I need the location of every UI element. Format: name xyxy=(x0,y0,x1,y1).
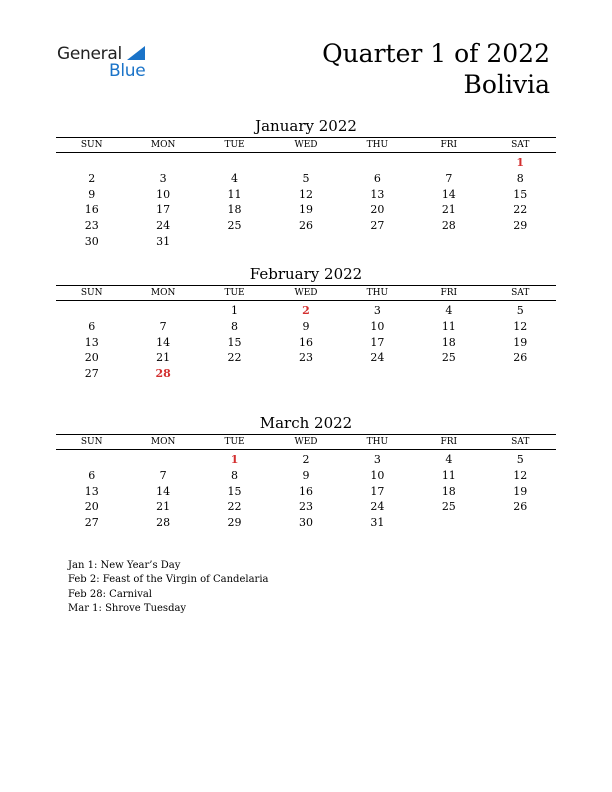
day-cell: 14 xyxy=(156,335,171,349)
logo-general-text: General xyxy=(57,44,122,64)
week-row xyxy=(56,366,556,382)
weekday-header xyxy=(56,285,556,301)
day-cell: 4 xyxy=(445,453,453,466)
month-grid xyxy=(56,155,556,250)
day-cell: 10 xyxy=(370,319,385,333)
day-cell: 28 xyxy=(156,516,171,530)
holiday-note: Feb 2: Feast of the Virgin of Candelaria xyxy=(68,574,269,586)
weekday-label: SAT xyxy=(511,437,530,447)
day-cell: 14 xyxy=(156,484,171,498)
weekday-label: MON xyxy=(150,140,176,150)
week-row xyxy=(56,187,556,203)
day-cell: 5 xyxy=(302,171,310,185)
day-cell: 4 xyxy=(231,171,239,185)
day-cell: 21 xyxy=(156,500,171,514)
day-cell: 19 xyxy=(298,203,313,217)
weekday-label: WED xyxy=(294,140,318,150)
day-cell: 12 xyxy=(298,187,313,201)
day-cell: 16 xyxy=(84,203,99,217)
day-cell: 14 xyxy=(441,187,456,201)
day-cell: 20 xyxy=(84,351,99,365)
weekday-label: WED xyxy=(294,288,318,298)
week-row xyxy=(56,155,556,171)
weekday-label: THU xyxy=(366,288,389,298)
day-cell: 23 xyxy=(298,351,313,365)
day-cell: 27 xyxy=(370,219,385,233)
logo-blue-text: Blue xyxy=(109,61,146,81)
weekday-label: TUE xyxy=(224,437,245,447)
holiday-day-cell: 28 xyxy=(155,367,171,381)
week-row xyxy=(56,335,556,351)
week-row xyxy=(56,319,556,335)
day-cell: 22 xyxy=(513,203,528,217)
day-cell xyxy=(56,155,127,171)
day-cell: 8 xyxy=(231,468,239,482)
generalblue-logo xyxy=(57,44,157,80)
day-cell: 11 xyxy=(441,468,456,482)
day-cell xyxy=(270,234,341,250)
day-cell: 18 xyxy=(227,203,242,217)
holiday-note: Jan 1: New Year’s Day xyxy=(68,560,181,571)
weekday-header xyxy=(56,434,556,450)
day-cell: 18 xyxy=(441,335,456,349)
day-cell: 10 xyxy=(370,468,385,482)
day-cell: 7 xyxy=(159,319,167,333)
weekday-label: SAT xyxy=(511,140,530,150)
day-cell: 6 xyxy=(88,468,96,482)
day-cell: 13 xyxy=(370,187,385,201)
day-cell: 6 xyxy=(88,319,96,333)
day-cell xyxy=(342,155,413,171)
weekday-label: TUE xyxy=(224,140,245,150)
weekday-label: TUE xyxy=(224,288,245,298)
weekday-label: FRI xyxy=(440,288,458,298)
page-title xyxy=(322,38,550,100)
day-cell: 7 xyxy=(445,171,453,185)
week-row xyxy=(56,171,556,187)
day-cell: 24 xyxy=(370,500,385,514)
day-cell xyxy=(413,515,484,531)
holiday-day-cell: 2 xyxy=(302,304,310,317)
day-cell: 28 xyxy=(441,219,456,233)
day-cell: 25 xyxy=(441,351,456,365)
day-cell xyxy=(127,155,198,171)
week-row xyxy=(56,234,556,250)
day-cell: 7 xyxy=(159,468,167,482)
week-row xyxy=(56,218,556,234)
day-cell: 8 xyxy=(516,171,524,185)
day-cell: 30 xyxy=(84,234,99,248)
week-row xyxy=(56,202,556,218)
day-cell: 23 xyxy=(298,500,313,514)
day-cell: 24 xyxy=(156,219,171,233)
day-cell xyxy=(199,234,270,250)
weekday-label: FRI xyxy=(440,437,458,447)
week-row xyxy=(56,303,556,319)
day-cell: 26 xyxy=(298,219,313,233)
holiday-note: Feb 28: Carnival xyxy=(68,588,153,600)
day-cell: 1 xyxy=(231,304,239,317)
week-row xyxy=(56,468,556,484)
week-row xyxy=(56,499,556,515)
day-cell: 9 xyxy=(88,187,96,201)
day-cell: 8 xyxy=(231,319,239,333)
month-title: January 2022 xyxy=(255,117,357,135)
day-cell: 24 xyxy=(370,351,385,365)
weekday-label: SUN xyxy=(80,288,103,298)
day-cell: 26 xyxy=(513,500,528,514)
day-cell: 27 xyxy=(84,516,99,530)
week-row xyxy=(56,484,556,500)
month-february xyxy=(56,264,556,382)
day-cell: 11 xyxy=(441,319,456,333)
day-cell: 31 xyxy=(156,234,171,248)
day-cell: 3 xyxy=(373,453,381,466)
day-cell: 15 xyxy=(227,484,242,498)
title-country: Bolivia xyxy=(463,70,550,99)
holiday-notes xyxy=(68,559,268,616)
day-cell: 3 xyxy=(373,304,381,317)
week-row xyxy=(56,452,556,468)
day-cell: 30 xyxy=(298,516,313,530)
day-cell: 2 xyxy=(88,171,96,185)
weekday-label: SUN xyxy=(80,140,103,150)
day-cell: 22 xyxy=(227,500,242,514)
day-cell: 19 xyxy=(513,335,528,349)
day-cell: 21 xyxy=(441,203,456,217)
day-cell xyxy=(485,366,556,382)
day-cell: 16 xyxy=(298,484,313,498)
day-cell: 3 xyxy=(159,171,167,185)
day-cell: 5 xyxy=(516,453,524,466)
month-january xyxy=(56,116,556,250)
weekday-label: THU xyxy=(366,437,389,447)
month-grid xyxy=(56,303,556,382)
day-cell: 25 xyxy=(441,500,456,514)
day-cell: 6 xyxy=(373,171,381,185)
day-cell xyxy=(270,366,341,382)
day-cell: 26 xyxy=(513,351,528,365)
day-cell: 20 xyxy=(370,203,385,217)
day-cell: 12 xyxy=(513,468,528,482)
day-cell: 29 xyxy=(513,219,528,233)
day-cell xyxy=(199,155,270,171)
day-cell: 12 xyxy=(513,319,528,333)
day-cell xyxy=(199,366,270,382)
holiday-day-cell: 1 xyxy=(230,453,239,466)
day-cell: 17 xyxy=(370,335,385,349)
day-cell: 15 xyxy=(513,187,528,201)
day-cell xyxy=(485,234,556,250)
day-cell: 17 xyxy=(370,484,385,498)
month-grid xyxy=(56,452,556,531)
weekday-label: SAT xyxy=(511,288,530,298)
month-title: March 2022 xyxy=(259,414,353,432)
day-cell: 22 xyxy=(227,351,242,365)
day-cell xyxy=(56,303,127,319)
day-cell: 25 xyxy=(227,219,242,233)
month-march xyxy=(56,413,556,531)
weekday-header xyxy=(56,137,556,153)
day-cell: 19 xyxy=(513,484,528,498)
day-cell: 2 xyxy=(302,453,310,466)
day-cell: 21 xyxy=(156,351,171,365)
day-cell: 27 xyxy=(84,367,99,381)
weekday-label: MON xyxy=(150,437,176,447)
day-cell xyxy=(413,234,484,250)
day-cell: 9 xyxy=(302,319,310,333)
day-cell xyxy=(413,366,484,382)
day-cell: 10 xyxy=(156,187,171,201)
holiday-day-cell: 1 xyxy=(516,156,525,169)
weekday-label: MON xyxy=(150,288,176,298)
month-title: February 2022 xyxy=(249,265,363,283)
day-cell: 16 xyxy=(298,335,313,349)
day-cell xyxy=(270,155,341,171)
day-cell xyxy=(413,155,484,171)
day-cell: 23 xyxy=(84,219,99,233)
day-cell xyxy=(485,515,556,531)
weekday-label: SUN xyxy=(80,437,103,447)
day-cell xyxy=(342,234,413,250)
day-cell: 29 xyxy=(227,516,242,530)
day-cell xyxy=(127,452,198,468)
day-cell xyxy=(56,452,127,468)
day-cell: 15 xyxy=(227,335,242,349)
day-cell: 20 xyxy=(84,500,99,514)
weekday-label: WED xyxy=(294,437,318,447)
weekday-label: THU xyxy=(366,140,389,150)
logo-triangle-icon xyxy=(127,46,145,60)
day-cell: 11 xyxy=(227,187,242,201)
day-cell xyxy=(342,366,413,382)
day-cell: 9 xyxy=(302,468,310,482)
day-cell: 5 xyxy=(516,304,524,317)
weekday-label: FRI xyxy=(440,140,458,150)
day-cell: 17 xyxy=(156,203,171,217)
week-row xyxy=(56,515,556,531)
day-cell: 31 xyxy=(370,516,385,530)
day-cell: 13 xyxy=(84,335,99,349)
holiday-note: Mar 1: Shrove Tuesday xyxy=(68,602,187,614)
day-cell: 13 xyxy=(84,484,99,498)
day-cell: 4 xyxy=(445,304,453,317)
day-cell xyxy=(127,303,198,319)
title-quarter: Quarter 1 of 2022 xyxy=(322,39,550,68)
day-cell: 18 xyxy=(441,484,456,498)
week-row xyxy=(56,350,556,366)
